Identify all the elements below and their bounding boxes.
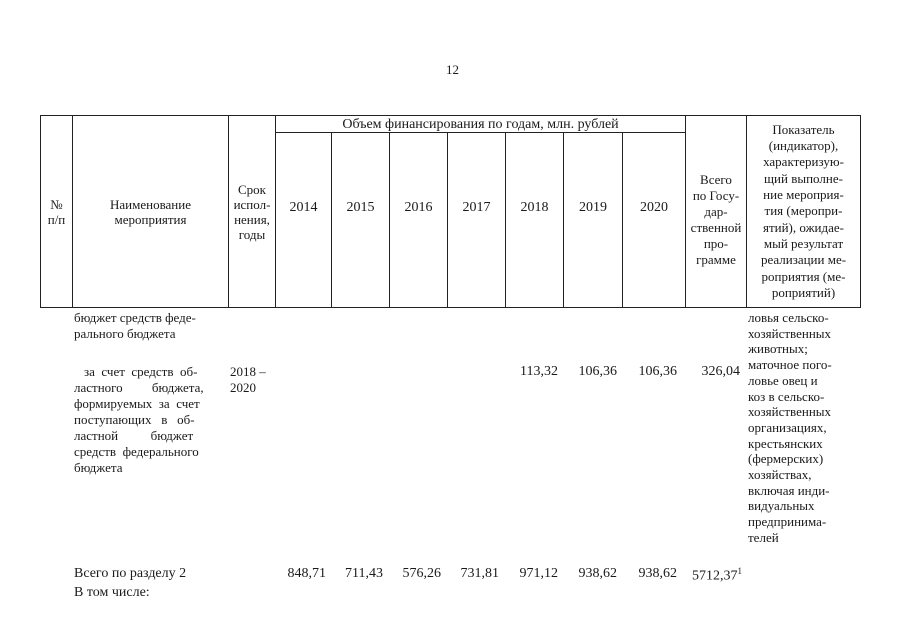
row2-value-2020: 106,36 bbox=[638, 364, 677, 379]
total-sum bbox=[686, 566, 742, 585]
total-2019: 938,62 bbox=[578, 566, 617, 581]
header-col-term: Срок испол- нения, годы bbox=[233, 181, 271, 242]
row2-value-total: 326,04 bbox=[701, 364, 740, 379]
page-number: 12 bbox=[446, 62, 459, 77]
header-col-total: Всего по Госу- дар- ственной про- грамме bbox=[690, 172, 742, 267]
including-label: В том числе: bbox=[74, 585, 150, 600]
row2-term: 2018 – 2020 bbox=[230, 364, 266, 395]
header-col-volume: Объем финансирования по годам, млн. рублей bbox=[342, 116, 619, 132]
total-2020: 938,62 bbox=[638, 566, 677, 581]
header-col-indicator: Показатель (индикатор), характеризую- щий выполне- ние мероприя- тия (меропри- ятий), ожидае- мый результат реализации ме- роприятия (ме- роприятий) bbox=[760, 121, 847, 300]
header-year-2016: 2016 bbox=[404, 200, 433, 215]
header-col-number: № п/п bbox=[47, 196, 66, 227]
row2-name: за счет средств об- ластного бюджета, формируемых за счет поступающих в об- ластной бюджет средств федерального бюджета bbox=[74, 364, 204, 475]
row2-value-2019: 106,36 bbox=[578, 364, 617, 379]
total-sum-footnote: 1 bbox=[737, 566, 742, 576]
total-label: Всего по разделу 2 bbox=[74, 566, 187, 581]
total-2016: 576,26 bbox=[402, 566, 441, 581]
indicator-text: ловья сельско- хозяйственных животных; маточное пого- ловье овец и коз в сельско- хозяйственных организациях, крестьянских (фермерских) хозяйствах, включая инди- видуальных предпринима- телей bbox=[748, 310, 832, 545]
header-year-2018: 2018 bbox=[520, 200, 549, 215]
header-col-name: Наименование мероприятия bbox=[110, 196, 191, 227]
total-2018: 971,12 bbox=[519, 566, 558, 581]
total-sum-value: 5712,37 bbox=[692, 568, 738, 584]
row2-value-2018: 113,32 bbox=[520, 364, 558, 379]
header-year-2020: 2020 bbox=[640, 200, 668, 215]
total-2017: 731,81 bbox=[460, 566, 499, 581]
header-year-2017: 2017 bbox=[462, 200, 491, 215]
header-year-2014: 2014 bbox=[289, 200, 318, 215]
row1-name: бюджет средств феде- рального бюджета bbox=[74, 310, 196, 341]
total-2014: 848,71 bbox=[287, 566, 326, 581]
header-year-2019: 2019 bbox=[579, 200, 607, 215]
header-year-2015: 2015 bbox=[346, 200, 375, 215]
total-2015: 711,43 bbox=[345, 566, 383, 581]
